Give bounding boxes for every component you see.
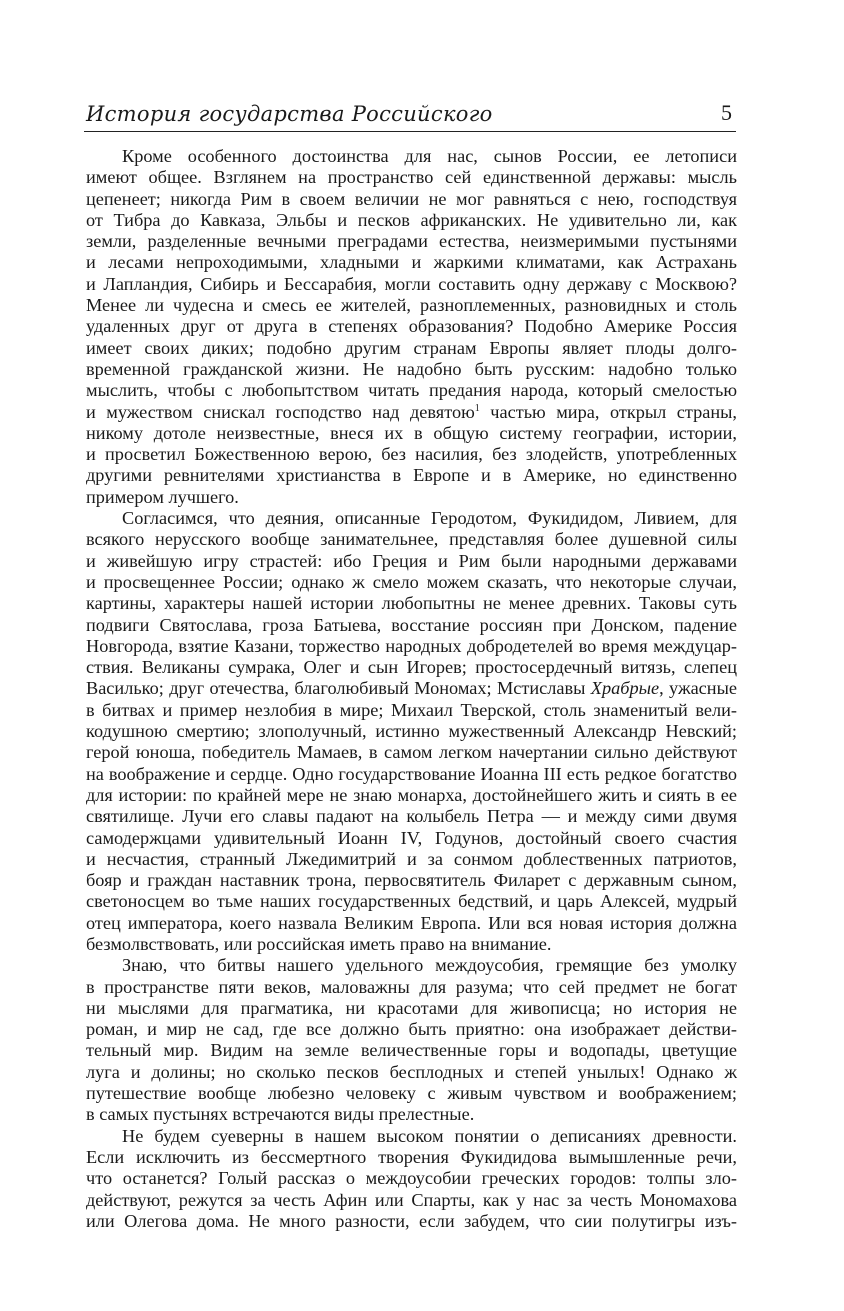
text-line bbox=[86, 402, 737, 423]
text-line: Новгорода, взятие Казани, торжество народных добродетелей во время междуцар- bbox=[86, 635, 737, 656]
text-segment: Василько; друг отечества, благолюбивый Мономах; Мстиславы bbox=[86, 678, 591, 699]
text-line: самодержцами удивительный Иоанн IV, Годунов, достойный своего счастия bbox=[86, 827, 737, 848]
text-line: примером лучшего. bbox=[86, 486, 239, 507]
text-line: и Лапландия, Сибирь и Бессарабия, могли составить одну державу с Москвою? bbox=[86, 273, 737, 294]
text-line: в битвах и пример незлобия в мире; Михаил Тверской, столь знаменитый вели- bbox=[86, 699, 737, 720]
text-line: герой юноша, победитель Мамаев, в самом легком начертании сильно действуют bbox=[86, 742, 737, 763]
text-line: удаленных друг от друга в степенях образования? Подобно Америке Россия bbox=[86, 316, 737, 337]
text-line: никому дотоле неизвестные, внеся их в общую систему географии, истории, bbox=[86, 422, 737, 443]
text-line: для истории: по крайней мере не знаю монарха, достойнейшего жить и сиять в ее bbox=[86, 784, 737, 805]
text-line: в пространстве пяти веков, маловажны для разума; что сей предмет не богат bbox=[86, 976, 737, 997]
text-line: отец императора, коего назвала Великим Европа. Или вся новая история должна bbox=[86, 912, 737, 933]
paragraph bbox=[86, 508, 737, 955]
text-line: Согласимся, что деяния, описанные Геродотом, Фукидидом, Ливием, для bbox=[122, 508, 737, 529]
italic-text: Храбрые bbox=[590, 678, 660, 699]
text-line: ствия. Великаны сумрака, Олег и сын Игорев; простосердечный витязь, слепец bbox=[86, 657, 737, 678]
paragraph bbox=[86, 146, 737, 508]
body-text bbox=[86, 146, 737, 1232]
text-line: Не будем суеверны в нашем высоком понятии о деписаниях древности. bbox=[122, 1125, 737, 1146]
text-line: земли, разделенные вечными преградами естества, неизмеримыми пустынями bbox=[86, 231, 737, 252]
header-rule bbox=[84, 131, 736, 132]
footnote-marker: 1 bbox=[474, 402, 480, 414]
text-line: и просвещеннее России; однако ж смело можем сказать, что некоторые случаи, bbox=[86, 571, 737, 592]
text-line: святилище. Лучи его славы падают на колыбель Петра — и между сими двумя bbox=[86, 806, 737, 827]
text-line: Знаю, что битвы нашего удельного междоусобия, гремящие без умолку bbox=[122, 955, 737, 976]
text-line: ни мыслями для прагматика, ни красотами для живописца; но история не bbox=[86, 997, 737, 1018]
text-line: от Тибра до Кавказа, Эльбы и песков африканских. Не удивительно ли, как bbox=[86, 209, 737, 230]
text-line: Менее ли чудесна и смесь ее жителей, разноплеменных, разновидных и столь bbox=[86, 295, 737, 316]
text-line: что останется? Голый рассказ о междоусобии греческих городов: толпы зло- bbox=[86, 1168, 737, 1189]
text-segment: и мужеством снискал господство над девятою bbox=[86, 401, 475, 422]
text-line: светоносцем во тьме наших государственных бедствий, и царь Алексей, мудрый bbox=[86, 891, 737, 912]
text-line: луга и долины; но сколько песков бесплодных и степей унылых! Однако ж bbox=[86, 1061, 737, 1082]
text-line: картины, характеры нашей истории любопытны не менее древних. Таковы суть bbox=[86, 593, 737, 614]
text-line: тельный мир. Видим на земле величественные горы и водопады, цветущие bbox=[86, 1040, 737, 1061]
text-line: действуют, режутся за честь Афин или Спарты, как у нас за честь Мономахова bbox=[86, 1189, 737, 1210]
text-line: кодушною смертию; злополучный, истинно мужественный Александр Невский; bbox=[86, 721, 737, 742]
text-line: всякого нерусского вообще занимательнее, представляя более душевной силы bbox=[86, 529, 737, 550]
running-title: История государства Российского bbox=[86, 102, 493, 126]
text-line: безмолвствовать, или российская иметь право на внимание. bbox=[86, 933, 552, 954]
text-line: цепенеет; никогда Рим в своем величии не мог равняться с нею, господствуя bbox=[86, 188, 737, 209]
text-line: Кроме особенного достоинства для нас, сынов России, ее летописи bbox=[122, 146, 737, 166]
text-line: на воображение и сердце. Одно государствование Иоанна III есть редкое богатство bbox=[86, 763, 737, 784]
text-segment: частью мира, открыл страны, bbox=[479, 401, 737, 422]
text-line: роман, и мир не сад, где все должно быть приятно: она изображает действи- bbox=[86, 1019, 737, 1040]
text-line: бояр и граждан наставник трона, первосвятитель Филарет с державным сыном, bbox=[86, 870, 737, 891]
text-line: путешествие вообще любезно человеку с живым чувством и воображением; bbox=[86, 1083, 737, 1104]
text-line: Если исключить из бессмертного творения Фукидидова вымышленные речи, bbox=[86, 1146, 737, 1167]
text-segment: , ужасные bbox=[659, 678, 737, 699]
text-line: и лесами непроходимыми, хладными и жаркими климатами, как Астрахань bbox=[86, 252, 737, 273]
text-line: и просветил Божественною верою, без насилия, без злодейств, употребленных bbox=[86, 444, 737, 465]
text-line bbox=[86, 678, 737, 699]
text-line: имеют общее. Взглянем на пространство сей единственной державы: мысль bbox=[86, 167, 737, 188]
text-line: другими ревнителями христианства в Европе и в Америке, но единственно bbox=[86, 465, 737, 486]
text-line: или Олегова дома. Не много разности, если забудем, что сии полутигры изъ- bbox=[86, 1210, 737, 1231]
text-line: подвиги Святослава, гроза Батыева, восстание россиян при Донском, падение bbox=[86, 614, 737, 635]
text-line: и живейшую игру страстей: ибо Греция и Рим были народными державами bbox=[86, 550, 737, 571]
running-header bbox=[84, 96, 736, 136]
paragraph bbox=[86, 955, 737, 1125]
text-line: и несчастия, странный Лжедимитрий и за сонмом доблественных патриотов, bbox=[86, 848, 737, 869]
page-number: 5 bbox=[721, 100, 732, 125]
text-line: имеет своих диких; подобно другим странам Европы являет плоды долго- bbox=[86, 337, 737, 358]
text-line: временной гражданской жизни. Не надобно быть русским: надобно только bbox=[86, 358, 737, 379]
paragraph bbox=[86, 1126, 737, 1232]
text-line: мыслить, чтобы с любопытством читать предания народа, который смелостью bbox=[86, 380, 737, 401]
text-line: в самых пустынях встречаются виды прелестные. bbox=[86, 1104, 475, 1125]
